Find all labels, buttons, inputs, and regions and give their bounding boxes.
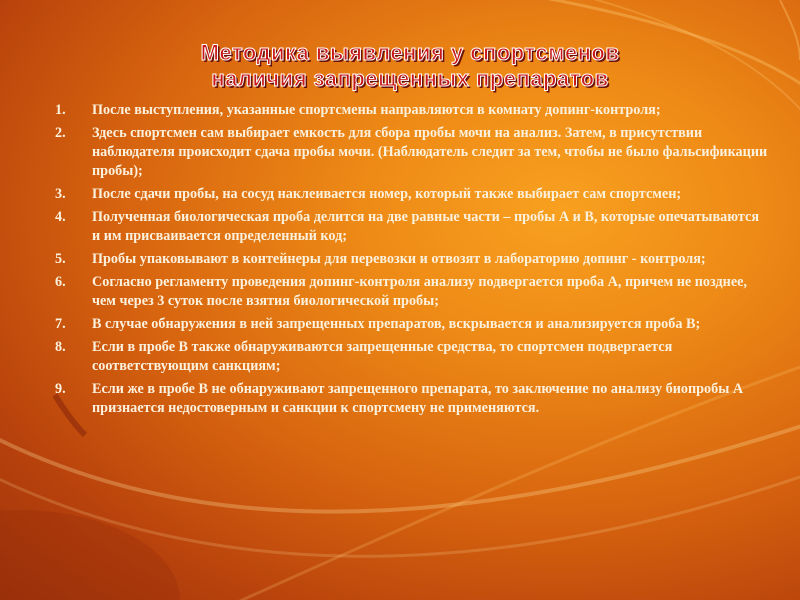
item-number: 9. bbox=[55, 381, 66, 397]
item-number: 5. bbox=[55, 251, 66, 267]
list-item bbox=[55, 380, 770, 418]
item-number: 6. bbox=[55, 274, 66, 290]
item-number: 1. bbox=[55, 102, 66, 118]
item-text: После выступления, указанные спортсмены направляются в комнату допинг-контроля; bbox=[92, 102, 661, 118]
list-item bbox=[55, 124, 770, 181]
procedure-list bbox=[55, 101, 770, 422]
list-item bbox=[55, 250, 770, 269]
item-number: 7. bbox=[55, 316, 66, 332]
list-item bbox=[55, 185, 770, 204]
item-text: Если же в пробе В не обнаруживают запрещенного препарата, то заключение по анализу биопробы А признается недостоверным и санкции к спортсмену не применяются. bbox=[92, 381, 744, 416]
item-number: 8. bbox=[55, 339, 66, 355]
list-item bbox=[55, 338, 770, 376]
item-text: Здесь спортсмен сам выбирает емкость для сбора пробы мочи на анализ. Затем, в присутствии наблюдателя происходит сдача пробы мочи. (Наблюдатель следит за тем, чтобы не было фальсификации пробы); bbox=[92, 125, 768, 179]
item-text: Согласно регламенту проведения допинг-контроля анализу подвергается проба А, причем не позднее, чем через 3 суток после взятия биологической пробы; bbox=[92, 274, 747, 309]
list-item bbox=[55, 101, 770, 120]
item-number: 3. bbox=[55, 186, 66, 202]
item-number: 2. bbox=[55, 125, 66, 141]
title-line-1: Методика выявления у спортсменов bbox=[200, 40, 620, 65]
list-item bbox=[55, 315, 770, 334]
slide-title bbox=[60, 40, 760, 92]
list-item bbox=[55, 208, 770, 246]
item-number: 4. bbox=[55, 209, 66, 225]
item-text: После сдачи пробы, на сосуд наклеивается номер, который также выбирает сам спортсмен; bbox=[92, 186, 682, 202]
title-line-2: наличия запрещенных препаратов bbox=[211, 66, 609, 91]
item-text: Полученная биологическая проба делится на две равные части – пробы А и В, которые опечатываются и им присваивается определенный код; bbox=[92, 209, 760, 244]
list-item bbox=[55, 273, 770, 311]
item-text: Пробы упаковывают в контейнеры для перевозки и отвозят в лабораторию допинг - контроля; bbox=[92, 251, 706, 267]
item-text: В случае обнаружения в ней запрещенных препаратов, вскрывается и анализируется проба В; bbox=[92, 316, 701, 332]
item-text: Если в пробе В также обнаруживаются запрещенные средства, то спортсмен подвергается соответствующим санкциям; bbox=[92, 339, 673, 374]
